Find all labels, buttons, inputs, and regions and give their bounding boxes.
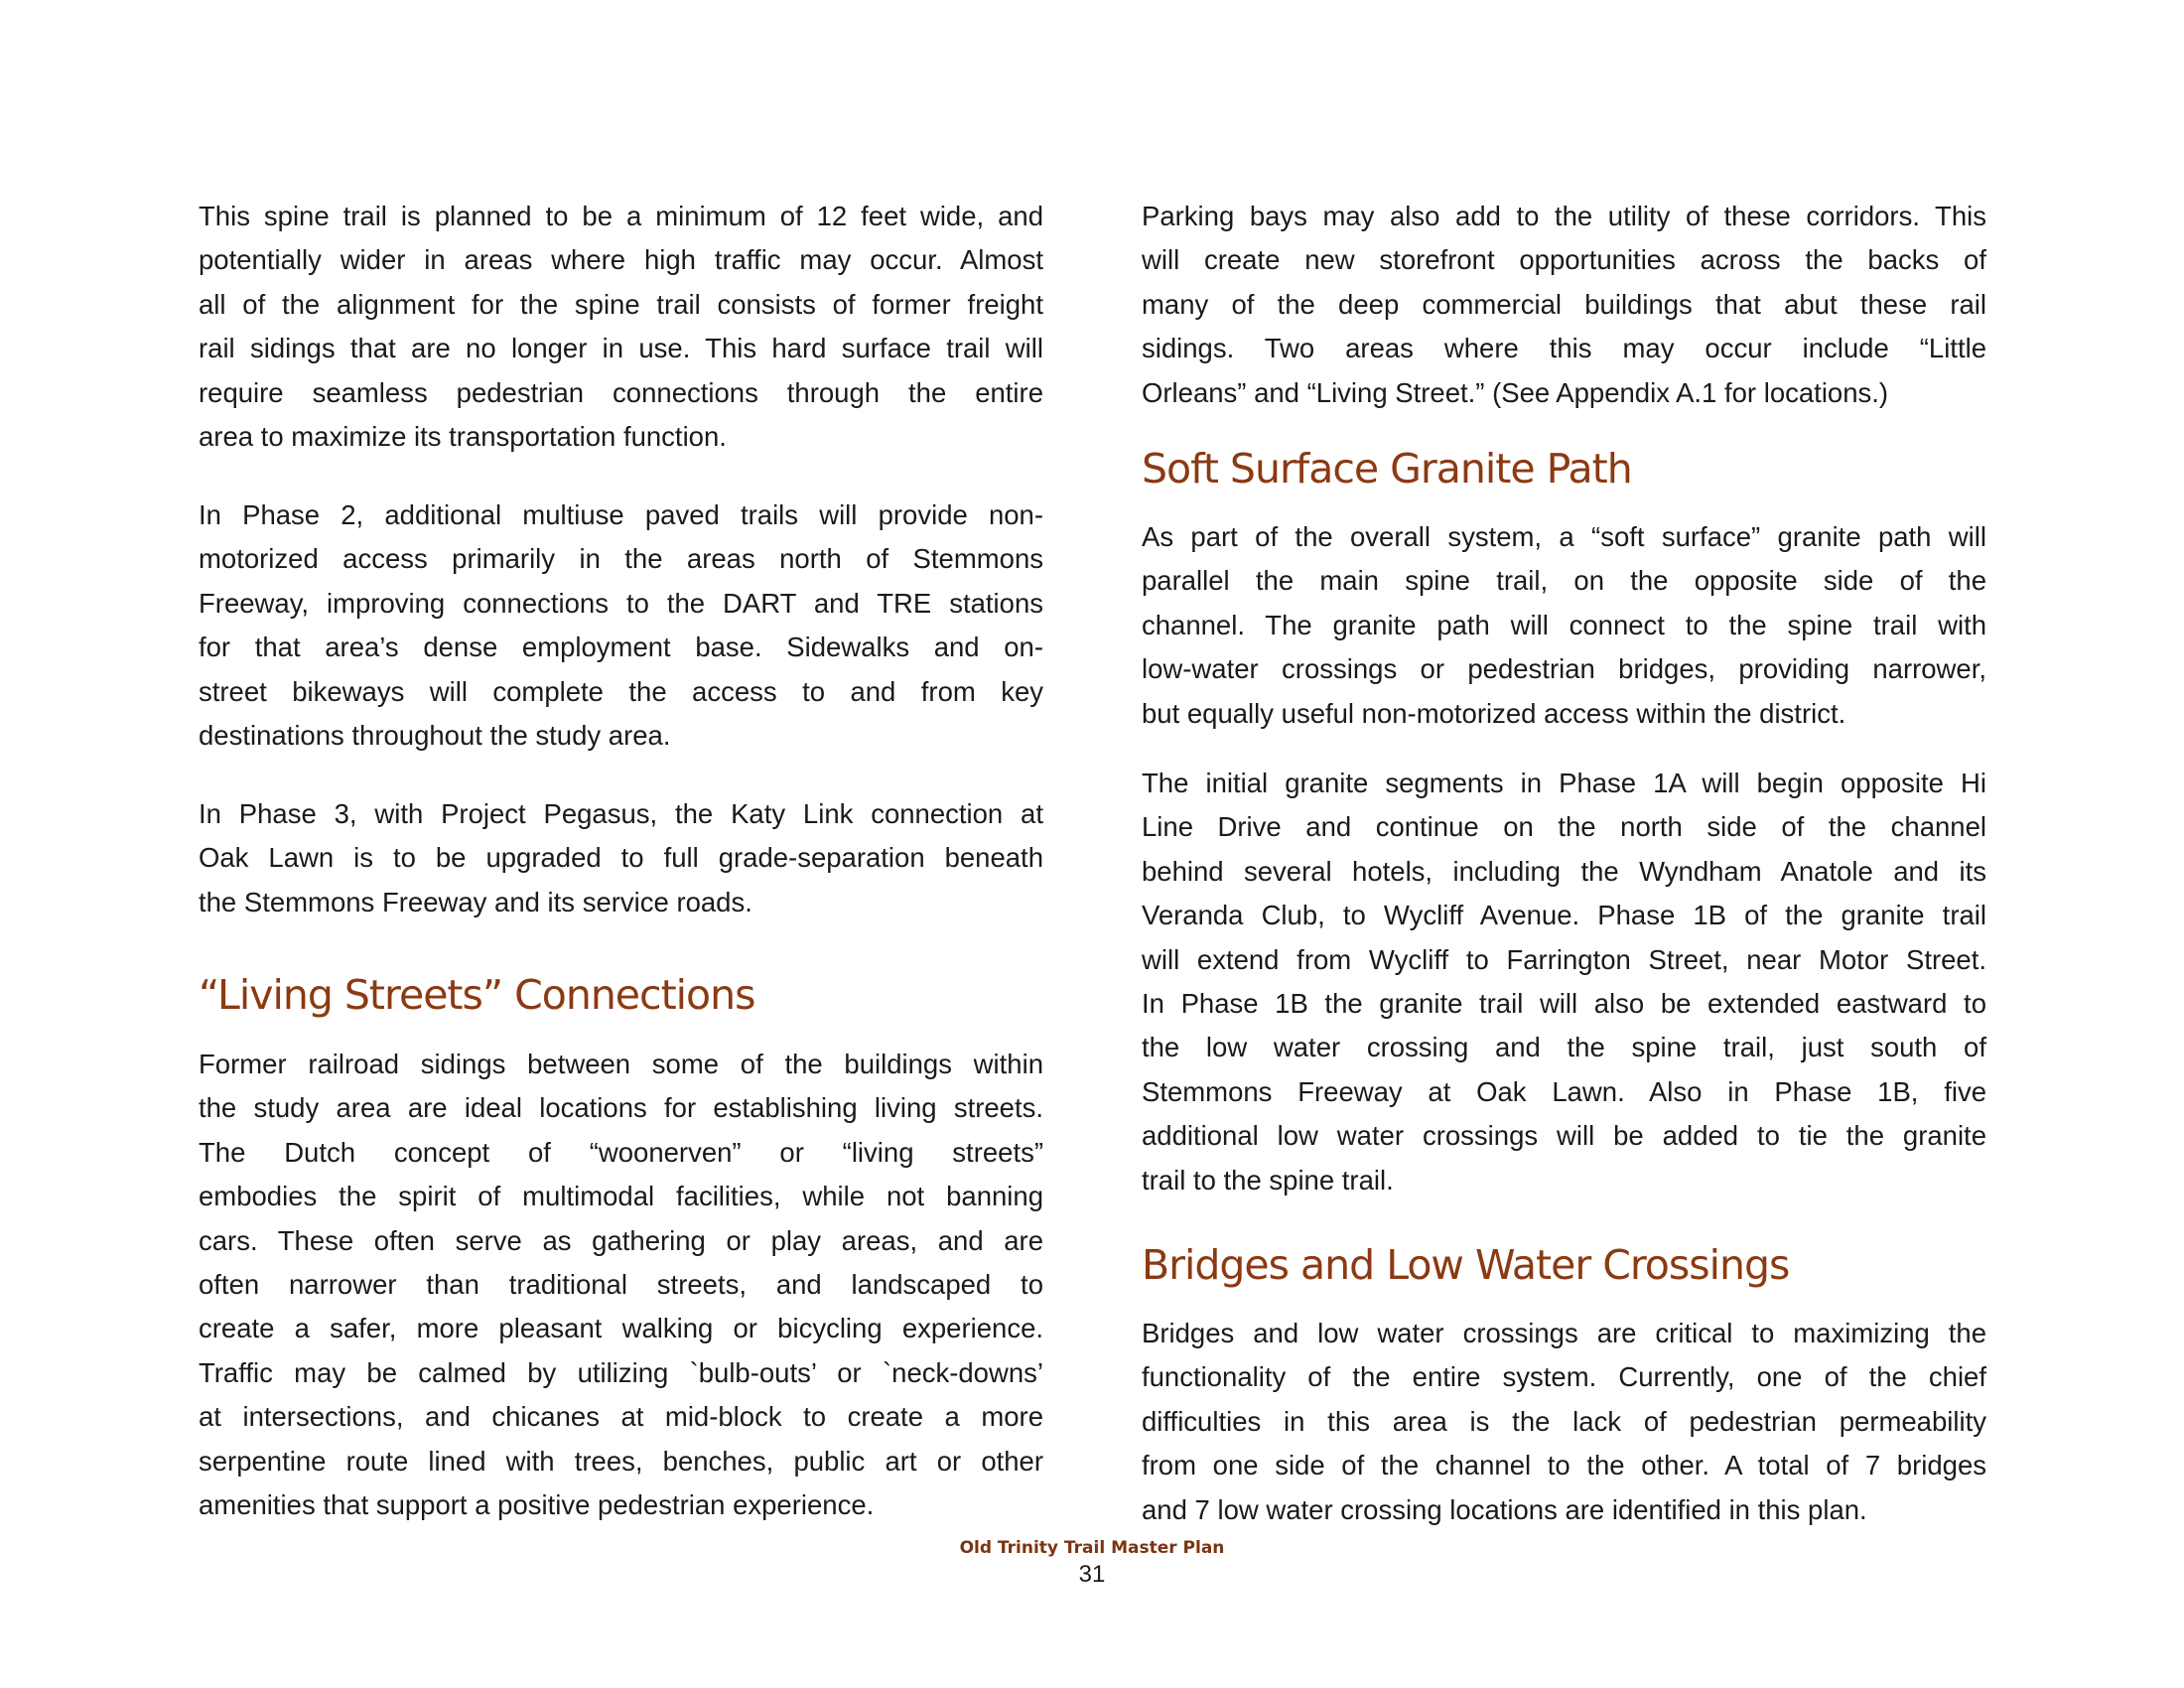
- text-line: Traffic may be calmed by utilizing `bulb-outs’ or `neck-downs’: [199, 1356, 1043, 1388]
- text-line: low-water crossings or pedestrian bridges, providing narrower,: [1142, 653, 1986, 685]
- text-line: functionality of the entire system. Currently, one of the chief: [1142, 1361, 1986, 1393]
- text-line: Bridges and low water crossings are critical to maximizing the: [1142, 1318, 1986, 1348]
- text-line: parallel the main spine trail, on the opposite side of the: [1142, 565, 1986, 597]
- text-line: difficulties in this area is the lack of pedestrian permeability: [1142, 1405, 1986, 1437]
- text-line: cars. These often serve as gathering or play areas, and are: [199, 1224, 1043, 1256]
- text-line: destinations throughout the study area.: [199, 719, 671, 751]
- text-line: additional low water crossings will be added to tie the granite: [1142, 1120, 1986, 1152]
- text-line: Orleans” and “Living Street.” (See Appendix A.1 for locations.): [1142, 376, 1889, 408]
- text-line: The Dutch concept of “woonerven” or “living streets”: [199, 1136, 1043, 1168]
- document-title: Old Trinity Trail Master Plan: [959, 1538, 1225, 1558]
- text-line: create a safer, more pleasant walking or bicycling experience.: [199, 1313, 1043, 1344]
- paragraph: [199, 1043, 1043, 1527]
- text-line: area to maximize its transportation function.: [199, 420, 727, 452]
- text-line: at intersections, and chicanes at mid-block to create a more: [199, 1401, 1043, 1433]
- text-line: rail sidings that are no longer in use. This hard surface trail will: [199, 333, 1043, 364]
- text-line: behind several hotels, including the Wyndham Anatole and its: [1142, 855, 1986, 887]
- text-line: This spine trail is planned to be a minimum of 12 feet wide, and: [199, 201, 1043, 231]
- section-heading: Soft Surface Granite Path: [1142, 445, 1632, 492]
- paragraph: [1142, 1312, 1986, 1532]
- text-line: street bikeways will complete the access to and from key: [199, 675, 1043, 707]
- text-line: often narrower than traditional streets, and landscaped to: [199, 1268, 1043, 1300]
- text-line: will create new storefront opportunities across the backs of: [1142, 244, 1986, 276]
- paragraph: [199, 792, 1043, 924]
- text-line: amenities that support a positive pedestrian experience.: [199, 1488, 875, 1520]
- text-line: serpentine route lined with trees, benches, public art or other: [199, 1445, 1043, 1477]
- page-number: 31: [1078, 1561, 1106, 1588]
- text-line: all of the alignment for the spine trail consists of former freight: [199, 288, 1043, 320]
- text-line: but equally useful non-motorized access within the district.: [1142, 697, 1846, 729]
- text-line: motorized access primarily in the areas north of Stemmons: [199, 543, 1043, 575]
- text-line: the low water crossing and the spine trail, just south of: [1142, 1032, 1986, 1063]
- section-heading: “Living Streets” Connections: [199, 971, 755, 1019]
- text-line: Oak Lawn is to be upgraded to full grade-separation beneath: [199, 842, 1043, 874]
- text-line: Line Drive and continue on the north side of the channel: [1142, 811, 1986, 843]
- text-line: Veranda Club, to Wycliff Avenue. Phase 1B of the granite trail: [1142, 900, 1986, 931]
- paragraph: [199, 493, 1043, 758]
- text-line: In Phase 3, with Project Pegasus, the Katy Link connection at: [199, 798, 1043, 829]
- text-line: will extend from Wycliff to Farrington Street, near Motor Street.: [1142, 943, 1986, 975]
- text-line: the study area are ideal locations for establishing living streets.: [199, 1092, 1043, 1124]
- text-line: channel. The granite path will connect to the spine trail with: [1142, 609, 1986, 640]
- section-heading: Bridges and Low Water Crossings: [1142, 1241, 1790, 1289]
- text-line: trail to the spine trail.: [1142, 1164, 1394, 1196]
- text-line: As part of the overall system, a “soft surface” granite path will: [1142, 521, 1986, 552]
- text-line: embodies the spirit of multimodal facilities, while not banning: [199, 1181, 1043, 1212]
- text-line: Freeway, improving connections to the DART and TRE stations: [199, 587, 1043, 619]
- text-line: In Phase 1B the granite trail will also be extended eastward to: [1142, 987, 1986, 1019]
- text-line: The initial granite segments in Phase 1A will begin opposite Hi: [1142, 768, 1986, 798]
- paragraph: [1142, 762, 1986, 1202]
- paragraph: [1142, 195, 1986, 415]
- text-line: require seamless pedestrian connections through the entire: [199, 376, 1043, 408]
- text-line: from one side of the channel to the other. A total of 7 bridges: [1142, 1450, 1986, 1481]
- text-line: for that area’s dense employment base. Sidewalks and on-: [199, 632, 1043, 663]
- text-line: sidings. Two areas where this may occur include “Little: [1142, 333, 1986, 364]
- paragraph: [199, 195, 1043, 459]
- text-line: Former railroad sidings between some of the buildings within: [199, 1049, 1043, 1079]
- paragraph: [1142, 515, 1986, 736]
- text-line: the Stemmons Freeway and its service roads.: [199, 886, 752, 917]
- text-line: many of the deep commercial buildings that abut these rail: [1142, 288, 1986, 320]
- text-line: Parking bays may also add to the utility of these corridors. This: [1142, 201, 1986, 231]
- text-line: Stemmons Freeway at Oak Lawn. Also in Phase 1B, five: [1142, 1075, 1986, 1107]
- text-line: and 7 low water crossing locations are identified in this plan.: [1142, 1493, 1867, 1525]
- text-line: In Phase 2, additional multiuse paved trails will provide non-: [199, 499, 1043, 530]
- text-line: potentially wider in areas where high traffic may occur. Almost: [199, 244, 1043, 276]
